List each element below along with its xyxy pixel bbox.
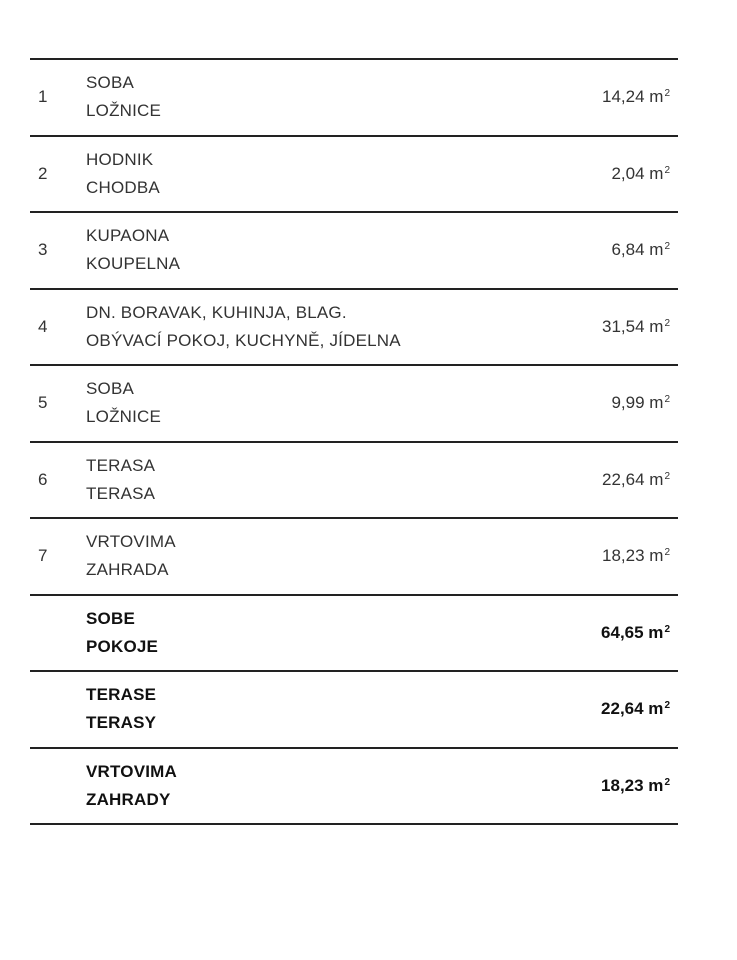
total-name-croatian: SOBE: [86, 608, 135, 628]
room-number: 6: [38, 469, 48, 489]
room-names: [86, 452, 155, 508]
room-area: [611, 240, 670, 260]
unit-exponent: 2: [664, 470, 670, 482]
room-area-value: 18,23 m: [602, 546, 664, 566]
total-row: [30, 596, 678, 673]
table-row: [30, 443, 678, 520]
room-area-value: 6,84 m: [611, 240, 664, 260]
room-names: [86, 222, 180, 278]
total-names: [86, 758, 177, 814]
room-area-value: 14,24 m: [602, 87, 664, 107]
total-area-value: 22,64 m: [601, 699, 664, 719]
total-row: [30, 749, 678, 826]
room-area-value: 9,99 m: [611, 393, 664, 413]
room-area-table: [30, 58, 678, 825]
table-row: [30, 137, 678, 214]
room-area: [602, 317, 670, 337]
total-area: [601, 623, 670, 643]
unit-exponent: 2: [664, 547, 670, 559]
total-name-croatian: TERASE: [86, 685, 157, 705]
room-names: [86, 299, 401, 355]
room-name-czech: LOŽNICE: [86, 407, 162, 427]
unit-exponent: 2: [664, 394, 670, 406]
unit-exponent: 2: [664, 317, 670, 329]
total-name-czech: ZAHRADY: [86, 789, 171, 809]
room-names: [86, 69, 161, 125]
room-number: 1: [38, 87, 48, 107]
room-names: [86, 146, 160, 202]
table-row: [30, 519, 678, 596]
room-name-croatian: VRTOVIMA: [86, 532, 176, 552]
table-row: [30, 366, 678, 443]
room-name-czech: TERASA: [86, 483, 156, 503]
room-name-czech: KOUPELNA: [86, 254, 181, 274]
unit-exponent: 2: [664, 700, 670, 712]
room-area: [602, 87, 670, 107]
total-row: [30, 672, 678, 749]
room-number: 2: [38, 163, 48, 183]
room-name-czech: CHODBA: [86, 177, 160, 197]
room-number: 7: [38, 546, 48, 566]
unit-exponent: 2: [664, 88, 670, 100]
total-names: [86, 681, 156, 737]
total-names: [86, 605, 158, 661]
unit-exponent: 2: [664, 241, 670, 253]
room-area-value: 22,64 m: [602, 469, 664, 489]
table-row: [30, 290, 678, 367]
room-names: [86, 375, 161, 431]
room-area: [611, 393, 670, 413]
unit-exponent: 2: [664, 623, 670, 635]
room-name-croatian: TERASA: [86, 455, 156, 475]
room-name-czech: OBÝVACÍ POKOJ, KUCHYNĚ, JÍDELNA: [86, 330, 401, 350]
room-name-croatian: KUPAONA: [86, 226, 170, 246]
room-name-croatian: SOBA: [86, 379, 135, 399]
room-names: [86, 528, 176, 584]
total-area: [601, 776, 670, 796]
room-name-croatian: DN. BORAVAK, KUHINJA, BLAG.: [86, 302, 347, 322]
total-name-czech: TERASY: [86, 713, 157, 733]
room-name-croatian: SOBA: [86, 73, 135, 93]
room-name-croatian: HODNIK: [86, 149, 154, 169]
total-area-value: 64,65 m: [601, 622, 664, 642]
room-area: [611, 164, 670, 184]
room-area: [602, 470, 670, 490]
table-row: [30, 60, 678, 137]
room-area-value: 2,04 m: [611, 163, 664, 183]
room-name-czech: LOŽNICE: [86, 101, 162, 121]
table-row: [30, 213, 678, 290]
room-area-value: 31,54 m: [602, 316, 664, 336]
total-area: [601, 699, 670, 719]
room-area: [602, 546, 670, 566]
total-name-czech: POKOJE: [86, 636, 159, 656]
room-number: 3: [38, 240, 48, 260]
unit-exponent: 2: [664, 776, 670, 788]
room-name-czech: ZAHRADA: [86, 560, 169, 580]
room-number: 4: [38, 316, 48, 336]
room-number: 5: [38, 393, 48, 413]
total-area-value: 18,23 m: [601, 775, 664, 795]
unit-exponent: 2: [664, 164, 670, 176]
total-name-croatian: VRTOVIMA: [86, 761, 178, 781]
